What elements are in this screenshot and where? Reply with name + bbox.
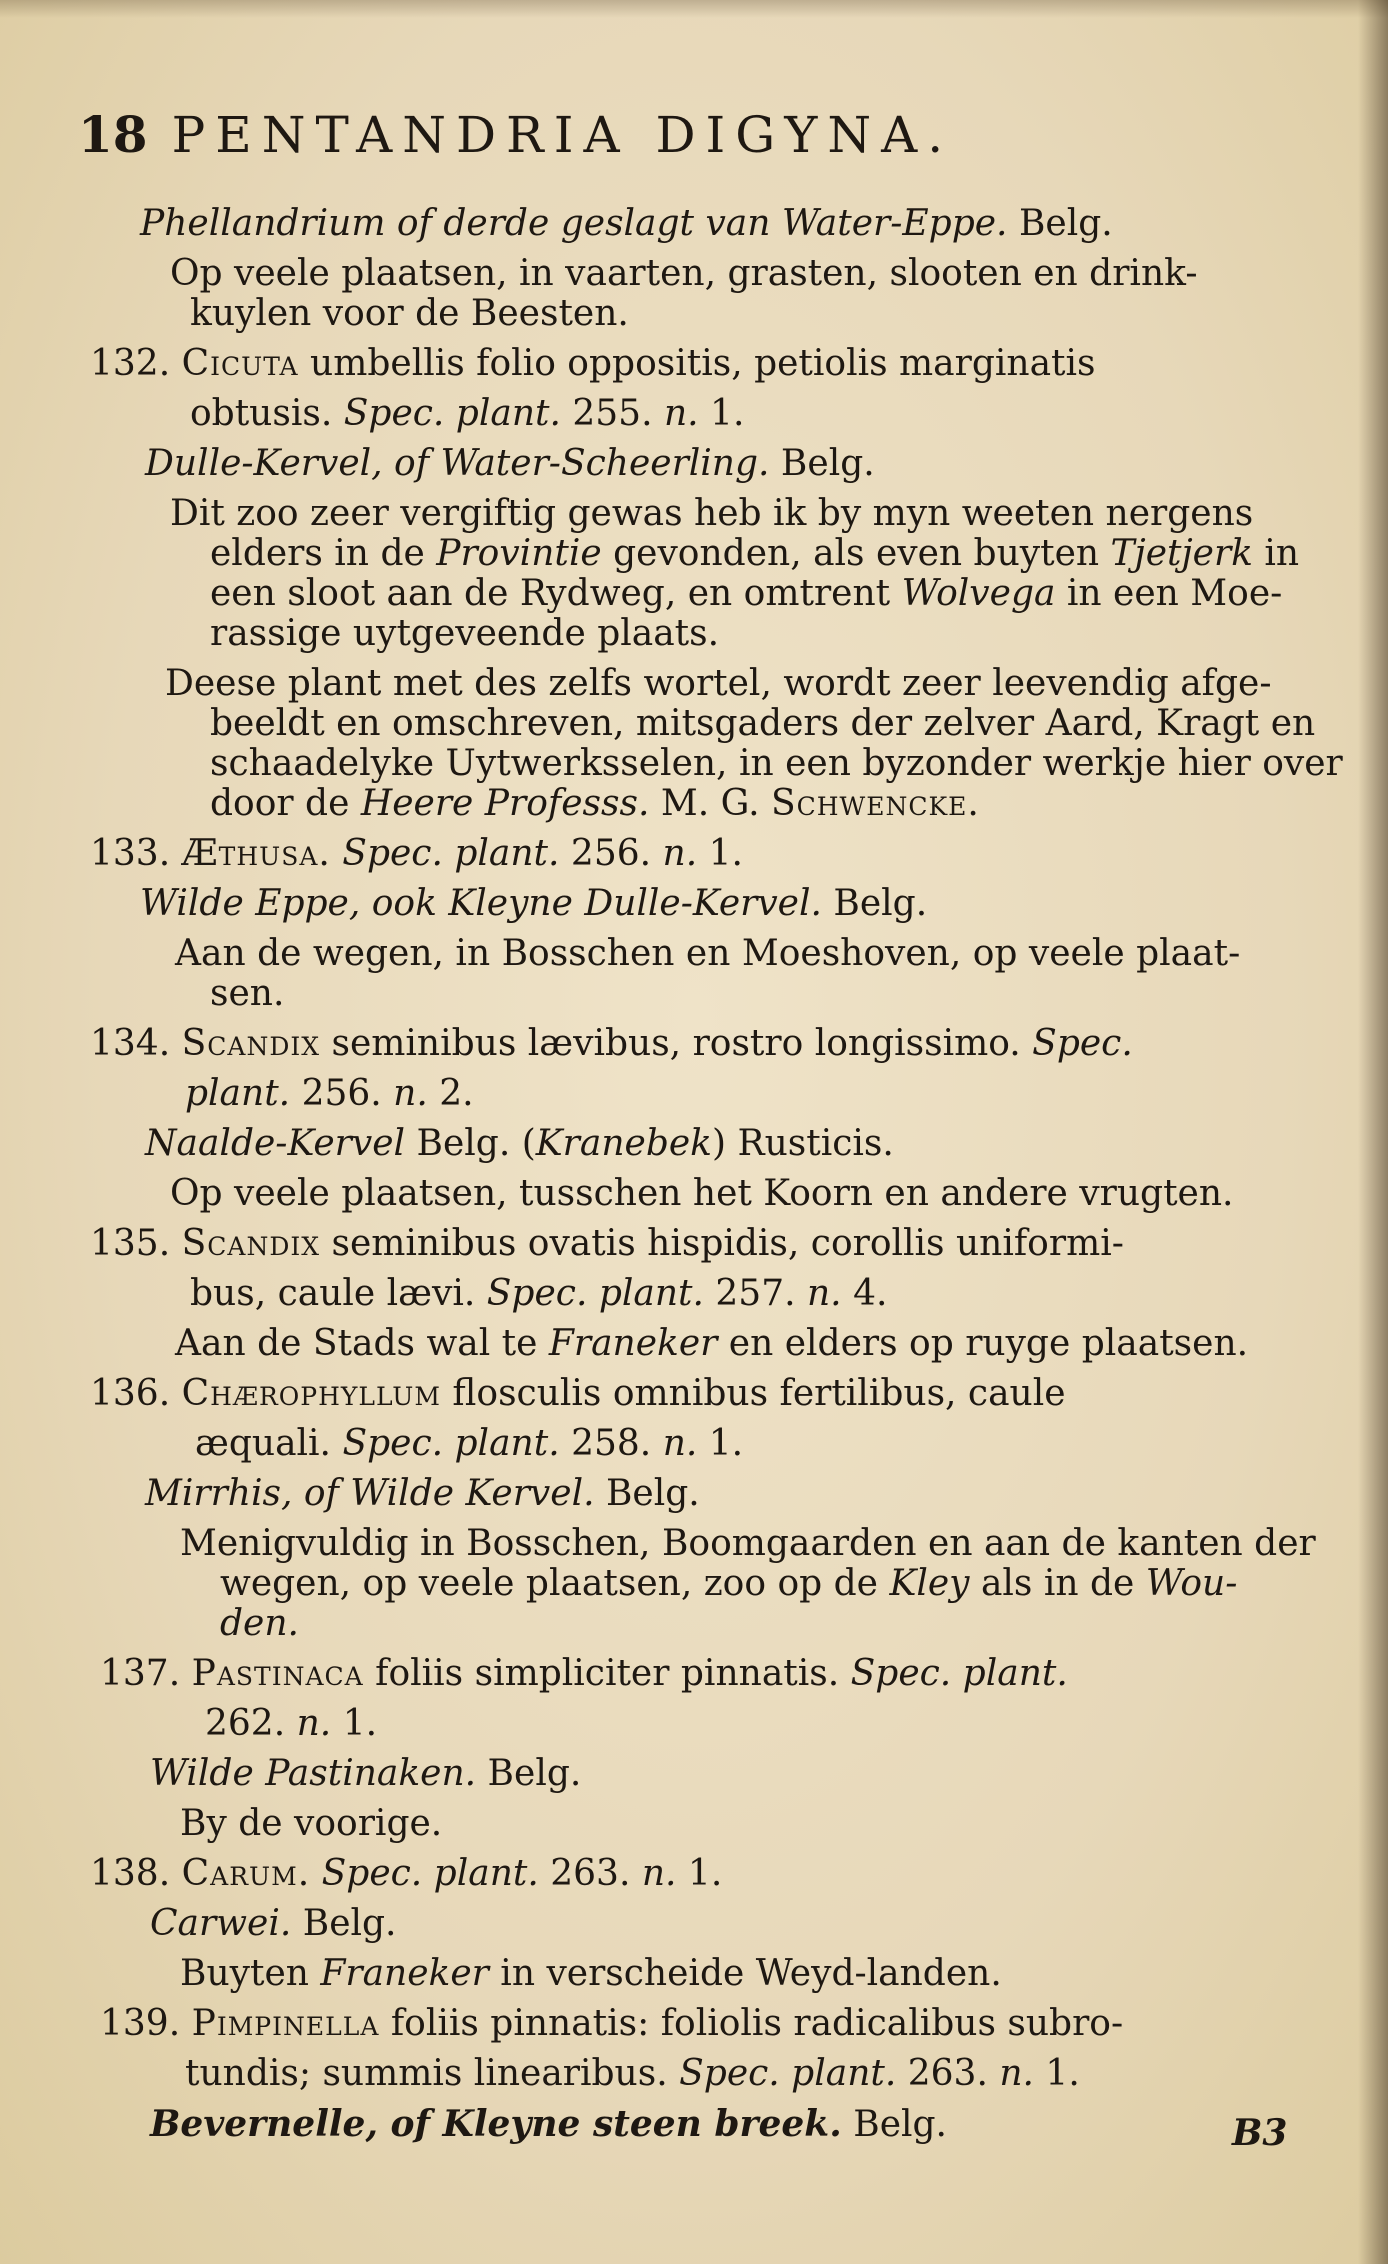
text-run: 4.	[841, 1273, 888, 1314]
text-run: ) Rusticis.	[712, 1123, 894, 1164]
text-run: flosculis omnibus fertilibus, caule	[440, 1373, 1066, 1414]
text-line	[190, 294, 629, 334]
text-run: 135.	[90, 1223, 182, 1264]
text-run: 134.	[90, 1023, 182, 1064]
text-line	[210, 534, 1299, 574]
text-run: elders in de	[210, 533, 437, 574]
text-run: Belg.	[1007, 203, 1113, 244]
text-run: n.	[641, 1853, 677, 1894]
text-line	[180, 1524, 1316, 1564]
text-run: foliis pinnatis: foliolis radicalibus subro-	[379, 2003, 1124, 2044]
text-line	[210, 744, 1343, 784]
text-run: Carum.	[181, 1853, 311, 1894]
text-run: 133.	[90, 833, 182, 874]
text-run: tundis; summis linearibus.	[185, 2053, 680, 2094]
text-line	[170, 254, 1197, 294]
text-run: Wolvega	[901, 573, 1056, 614]
text-run: Op veele plaatsen, tusschen het Koorn en andere vrugten.	[170, 1173, 1234, 1214]
text-run: By de voorige.	[180, 1803, 443, 1844]
text-run: Spec.	[1032, 1023, 1133, 1064]
text-run: Scandix	[181, 1223, 321, 1264]
text-run: Spec. plant.	[679, 2053, 897, 2094]
text-line	[140, 204, 1113, 244]
text-run: Spec. plant.	[486, 1273, 704, 1314]
page-top-shadow	[0, 0, 1388, 18]
text-run: Belg. (	[405, 1123, 536, 1164]
text-run: Pimpinella	[191, 2003, 380, 2044]
text-run: Deese plant met des zelfs wortel, wordt zeer leevendig afge-	[165, 663, 1272, 704]
text-run: Bevernelle, of Kleyne steen breek.	[150, 2103, 842, 2145]
text-line	[145, 1474, 700, 1514]
text-run: in een Moe-	[1055, 573, 1283, 614]
text-run: Provintie	[436, 533, 602, 574]
text-run: Dulle-Kervel, of Water-Scheerling.	[145, 443, 770, 484]
text-run: M. G.	[649, 783, 771, 824]
text-run: n.	[999, 2053, 1034, 2094]
text-line	[170, 494, 1253, 534]
text-run: 2.	[427, 1073, 474, 1114]
text-run: plant.	[185, 1073, 291, 1114]
text-run	[310, 1853, 321, 1894]
text-line	[195, 1424, 743, 1464]
text-run: schaadelyke Uytwerksselen, in een byzonder werkje hier over	[210, 743, 1343, 784]
text-run: een sloot aan de Rydweg, en omtrent	[210, 573, 902, 614]
text-run: Æthusa.	[181, 833, 331, 874]
text-run: Belg.	[769, 443, 875, 484]
text-run: æquali.	[195, 1423, 343, 1464]
text-line	[205, 1704, 377, 1744]
text-run: bus, caule lævi.	[190, 1273, 487, 1314]
text-run: en elders op ruyge plaatsen.	[717, 1323, 1249, 1364]
text-line	[185, 1074, 474, 1114]
text-line	[90, 834, 743, 874]
text-line	[220, 1604, 299, 1644]
text-line	[190, 1274, 887, 1314]
text-run: Belg.	[291, 1903, 397, 1944]
text-run: 257.	[703, 1273, 807, 1314]
text-line	[180, 1954, 1002, 1994]
text-line	[145, 1124, 894, 1164]
text-run: Tjetjerk	[1110, 533, 1253, 574]
text-run: 136.	[90, 1373, 182, 1414]
text-run: Menigvuldig in Bosschen, Boomgaarden en aan de kanten der	[180, 1523, 1316, 1564]
catchword: B3	[1232, 2112, 1288, 2154]
text-line	[175, 1324, 1248, 1364]
text-run: 1.	[331, 1703, 378, 1744]
text-line	[210, 574, 1282, 614]
text-run: Pastinaca	[191, 1653, 364, 1694]
text-line	[210, 614, 719, 654]
text-run: 263.	[896, 2053, 1000, 2094]
text-line	[210, 974, 284, 1014]
text-run: Belg.	[594, 1473, 700, 1514]
text-run: seminibus lævibus, rostro longissimo.	[320, 1023, 1033, 1064]
text-line	[90, 1854, 722, 1894]
text-run: Chærophyllum	[181, 1373, 441, 1414]
text-line	[140, 884, 927, 924]
text-run: Spec. plant.	[850, 1653, 1068, 1694]
text-run: Spec. plant.	[342, 833, 560, 874]
text-run: Scandix	[181, 1023, 321, 1064]
spine-shadow	[1358, 0, 1388, 2264]
text-run: kuylen voor de Beesten.	[190, 293, 629, 334]
text-run: Naalde-Kervel	[145, 1123, 406, 1164]
text-line	[90, 1024, 1133, 1064]
text-line	[185, 2054, 1080, 2094]
text-run: Franeker	[320, 1953, 489, 1994]
text-line	[90, 1224, 1124, 1264]
text-line	[180, 1804, 442, 1844]
text-run: umbellis folio oppositis, petiolis marginatis	[298, 343, 1096, 384]
text-run: 256.	[559, 833, 663, 874]
text-run: 137.	[100, 1653, 192, 1694]
text-run: als in de	[969, 1563, 1146, 1604]
text-run: Buyten	[180, 1953, 321, 1994]
text-run: 1.	[698, 393, 745, 434]
text-run: 138.	[90, 1853, 182, 1894]
text-run: Wilde Eppe, ook Kleyne Dulle-Kervel.	[140, 883, 822, 924]
text-run: 132.	[90, 343, 182, 384]
text-run: Heere Professs.	[360, 783, 650, 824]
text-run: Carwei.	[150, 1903, 292, 1944]
text-run: in verscheide Weyd-landen.	[488, 1953, 1002, 1994]
text-run: Schwencke.	[770, 783, 980, 824]
text-run: 1.	[697, 833, 743, 874]
text-run: Franeker	[548, 1323, 718, 1364]
text-run: 1.	[1033, 2053, 1080, 2094]
text-run: beeldt en omschreven, mitsgaders der zelver Aard, Kragt en	[210, 703, 1316, 744]
text-run: gevonden, als even buyten	[601, 533, 1111, 574]
text-run: Kley	[889, 1563, 970, 1604]
page-title: PENTANDRIA DIGYNA.	[171, 106, 954, 164]
text-run: 1.	[697, 1423, 744, 1464]
text-line	[210, 784, 980, 824]
text-line	[175, 934, 1240, 974]
text-run: Phellandrium of derde geslagt van Water-Eppe.	[140, 203, 1008, 244]
text-run: obtusis.	[190, 393, 344, 434]
text-run: Belg.	[476, 1753, 582, 1794]
text-run: 258.	[559, 1423, 663, 1464]
text-run: sen.	[210, 973, 285, 1014]
text-run: Aan de Stads wal te	[175, 1323, 549, 1364]
text-run: Kranebek	[535, 1123, 712, 1164]
text-run: door de	[210, 783, 361, 824]
text-run: foliis simpliciter pinnatis.	[363, 1653, 851, 1694]
text-run: rassige uytgeveende plaats.	[210, 613, 720, 654]
text-run: Mirrhis, of Wilde Kervel.	[145, 1473, 595, 1514]
text-line	[150, 1754, 581, 1794]
text-run: 1.	[676, 1853, 723, 1894]
text-run: Belg.	[821, 883, 928, 924]
text-run: den.	[220, 1603, 299, 1644]
text-line	[220, 1564, 1237, 1604]
text-run: n.	[662, 1423, 698, 1464]
text-run: Spec. plant.	[342, 1423, 560, 1464]
text-run: seminibus ovatis hispidis, corollis uniformi-	[320, 1223, 1124, 1264]
text-run: 262.	[205, 1703, 297, 1744]
text-run: Wou-	[1145, 1563, 1238, 1604]
text-run: n.	[296, 1703, 332, 1744]
page-number: 18	[78, 105, 148, 164]
text-line	[145, 444, 875, 484]
text-run: Aan de wegen, in Bosschen en Moeshoven, op veele plaat-	[175, 933, 1241, 974]
text-run: n.	[807, 1273, 842, 1314]
text-run: Cicuta	[181, 343, 299, 384]
text-run: 255.	[560, 393, 664, 434]
text-run: Dit zoo zeer vergiftig gewas heb ik by myn weeten nergens	[170, 493, 1254, 534]
text-line	[210, 704, 1315, 744]
text-run: Op veele plaatsen, in vaarten, grasten, slooten en drink-	[170, 253, 1198, 294]
text-run: in	[1252, 533, 1300, 574]
text-run: 263.	[538, 1853, 642, 1894]
text-line	[190, 394, 744, 434]
text-run: n.	[663, 393, 699, 434]
text-run: wegen, op veele plaatsen, zoo op de	[220, 1563, 890, 1604]
text-run	[331, 833, 342, 874]
text-run: Wilde Pastinaken.	[150, 1753, 477, 1794]
running-head	[78, 105, 1138, 165]
text-run: 139.	[100, 2003, 192, 2044]
text-run: Spec. plant.	[321, 1853, 539, 1894]
text-line	[90, 344, 1096, 384]
text-line	[150, 2104, 947, 2145]
text-line	[165, 664, 1272, 704]
text-line	[90, 1374, 1066, 1414]
text-run: n.	[662, 833, 698, 874]
text-line	[150, 1904, 397, 1944]
text-line	[100, 2004, 1123, 2044]
text-line	[100, 1654, 1068, 1694]
text-line	[170, 1174, 1233, 1214]
text-run: 256.	[290, 1073, 394, 1114]
text-run: Belg.	[841, 2104, 948, 2145]
text-run: Spec. plant.	[343, 393, 561, 434]
text-run: n.	[393, 1073, 428, 1114]
